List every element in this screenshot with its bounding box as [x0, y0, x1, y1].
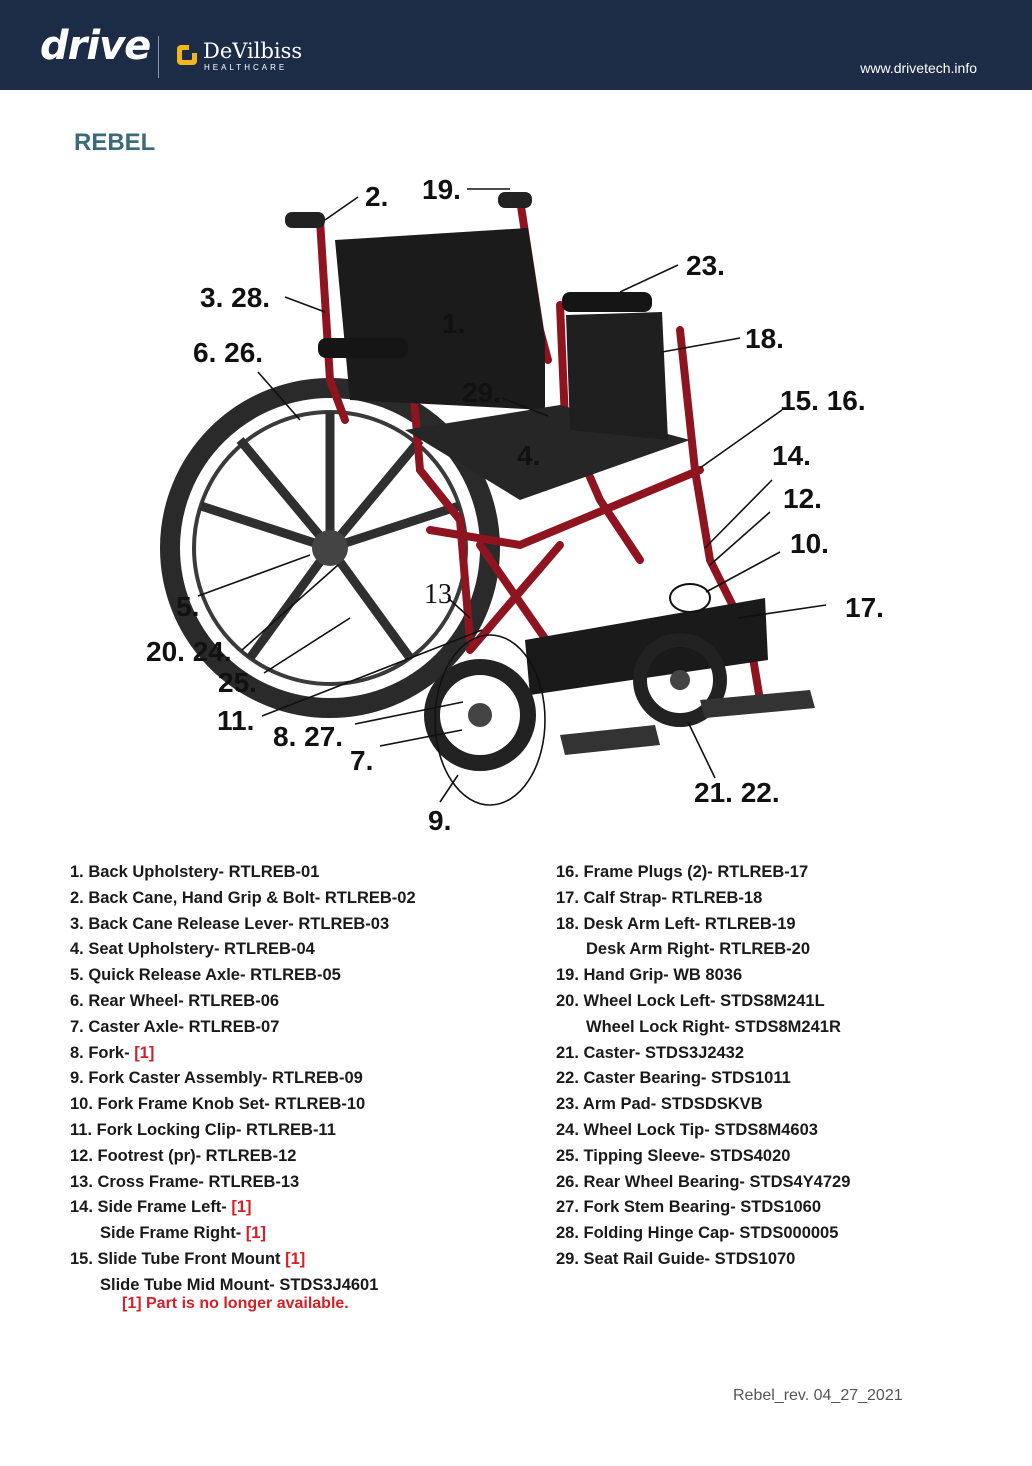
part-text: 18. Desk Arm Left- RTLREB-19: [556, 914, 796, 933]
callout-19: 19.: [422, 174, 461, 205]
part-text: Side Frame Right-: [100, 1224, 246, 1243]
callout-2: 2.: [365, 181, 389, 212]
part-text: Desk Arm Right- RTLREB-20: [586, 940, 810, 959]
callout-3-28: 3. 28.: [200, 282, 271, 313]
callout-9: 9.: [428, 805, 452, 836]
callout-21-22: 21. 22.: [694, 777, 780, 808]
part-item: [70, 1170, 416, 1196]
drive-logo: drive: [40, 23, 151, 69]
part-item: [556, 1221, 850, 1247]
part-text: 13. Cross Frame- RTLREB-13: [70, 1172, 300, 1191]
part-text: Wheel Lock Right- STDS8M241R: [586, 1017, 841, 1036]
part-text: 19. Hand Grip- WB 8036: [556, 966, 743, 985]
parts-list-right: [556, 860, 850, 1273]
unavailable-note: [1] Part is no longer available.: [122, 1295, 349, 1312]
part-item: [70, 860, 416, 886]
logo-divider: [158, 36, 159, 78]
part-item: [70, 1247, 416, 1273]
part-item: [556, 1170, 850, 1196]
part-item: [556, 1041, 850, 1067]
part-text: Slide Tube Mid Mount- STDS3J4601: [100, 1275, 379, 1294]
devilbiss-logo-icon: [176, 44, 198, 66]
part-item: [70, 912, 416, 938]
part-text: 12. Footrest (pr)- RTLREB-12: [70, 1146, 297, 1165]
website-url: www.drivetech.info: [860, 60, 977, 76]
devilbiss-logo: DeVilbiss: [203, 39, 303, 63]
callout-1: 1.: [442, 308, 466, 339]
part-item: [70, 1221, 416, 1247]
part-text: 5. Quick Release Axle- RTLREB-05: [70, 966, 341, 985]
part-item: [70, 1015, 416, 1041]
part-text: 26. Rear Wheel Bearing- STDS4Y4729: [556, 1172, 851, 1191]
part-text: 23. Arm Pad- STDSDSKVB: [556, 1095, 763, 1114]
part-text: 10. Fork Frame Knob Set- RTLREB-10: [70, 1095, 366, 1114]
part-item: [70, 963, 416, 989]
part-item: [556, 912, 850, 938]
part-text: 1. Back Upholstery- RTLREB-01: [70, 863, 320, 881]
part-text: 4. Seat Upholstery- RTLREB-04: [70, 940, 315, 959]
unavailable-ref: [1]: [231, 1198, 252, 1217]
callout-23: 23.: [686, 250, 725, 281]
part-text: 21. Caster- STDS3J2432: [556, 1043, 745, 1062]
part-item: [556, 1144, 850, 1170]
part-item: [556, 1247, 850, 1273]
callout-5: 5.: [176, 591, 200, 622]
part-text: 6. Rear Wheel- RTLREB-06: [70, 991, 280, 1010]
callout-15-16: 15. 16.: [780, 385, 866, 416]
part-item: [556, 1195, 850, 1221]
part-item: [70, 886, 416, 912]
part-item: [556, 1092, 850, 1118]
callout-18: 18.: [745, 323, 784, 354]
part-text: 9. Fork Caster Assembly- RTLREB-09: [70, 1069, 363, 1088]
part-item: [70, 1195, 416, 1221]
part-text: 14. Side Frame Left-: [70, 1198, 232, 1217]
callout-7: 7.: [350, 745, 374, 776]
part-item: [556, 1066, 850, 1092]
part-text: 20. Wheel Lock Left- STDS8M241L: [556, 991, 825, 1010]
part-text: 29. Seat Rail Guide- STDS1070: [556, 1249, 796, 1268]
part-text: 25. Tipping Sleeve- STDS4020: [556, 1146, 791, 1165]
part-text: 22. Caster Bearing- STDS1011: [556, 1069, 791, 1088]
page-title: REBEL: [74, 129, 156, 156]
part-text: 3. Back Cane Release Lever- RTLREB-03: [70, 914, 390, 933]
callout-25: 25.: [218, 667, 257, 698]
callout-20-24: 20. 24.: [146, 636, 232, 667]
part-item: [556, 1118, 850, 1144]
part-text: 28. Folding Hinge Cap- STDS000005: [556, 1224, 839, 1243]
part-item: [70, 1092, 416, 1118]
part-item: [556, 860, 850, 886]
part-text: 24. Wheel Lock Tip- STDS8M4603: [556, 1120, 818, 1139]
part-item: [556, 886, 850, 912]
part-text: 2. Back Cane, Hand Grip & Bolt- RTLREB-02: [70, 888, 416, 907]
part-item: [70, 1118, 416, 1144]
callout-4: 4.: [517, 440, 541, 471]
part-text: 16. Frame Plugs (2)- RTLREB-17: [556, 863, 809, 881]
callout-13: 13: [424, 579, 452, 610]
callout-8-27: 8. 27.: [273, 721, 344, 752]
part-item: [70, 1041, 416, 1067]
revision-label: Rebel_rev. 04_27_2021: [733, 1387, 903, 1404]
callout-10: 10.: [790, 528, 829, 559]
parts-list-left: [70, 860, 416, 1299]
callout-12: 12.: [783, 483, 822, 514]
header-bar: [0, 0, 1032, 90]
part-text: 7. Caster Axle- RTLREB-07: [70, 1017, 280, 1036]
part-item: [70, 937, 416, 963]
part-text: 27. Fork Stem Bearing- STDS1060: [556, 1198, 822, 1217]
part-item: [70, 989, 416, 1015]
unavailable-ref: [1]: [134, 1043, 155, 1062]
part-item: [556, 937, 850, 963]
healthcare-logo-text: HEALTHCARE: [204, 63, 288, 72]
part-text: 17. Calf Strap- RTLREB-18: [556, 888, 763, 907]
part-text: 8. Fork-: [70, 1043, 135, 1062]
part-item: [70, 1144, 416, 1170]
callout-6-26: 6. 26.: [193, 337, 264, 368]
part-text: 15. Slide Tube Front Mount: [70, 1249, 286, 1268]
unavailable-ref: [1]: [245, 1224, 266, 1243]
callout-29: 29.: [462, 377, 501, 408]
part-item: [70, 1066, 416, 1092]
part-text: 11. Fork Locking Clip- RTLREB-11: [70, 1120, 336, 1139]
wheelchair-diagram: [0, 160, 1032, 840]
unavailable-ref: [1]: [285, 1249, 306, 1268]
part-item: [556, 989, 850, 1015]
callout-14: 14.: [772, 440, 811, 471]
callout-11: 11.: [217, 705, 255, 736]
part-item: [556, 1015, 850, 1041]
callout-17: 17.: [845, 592, 884, 623]
part-item: [556, 963, 850, 989]
